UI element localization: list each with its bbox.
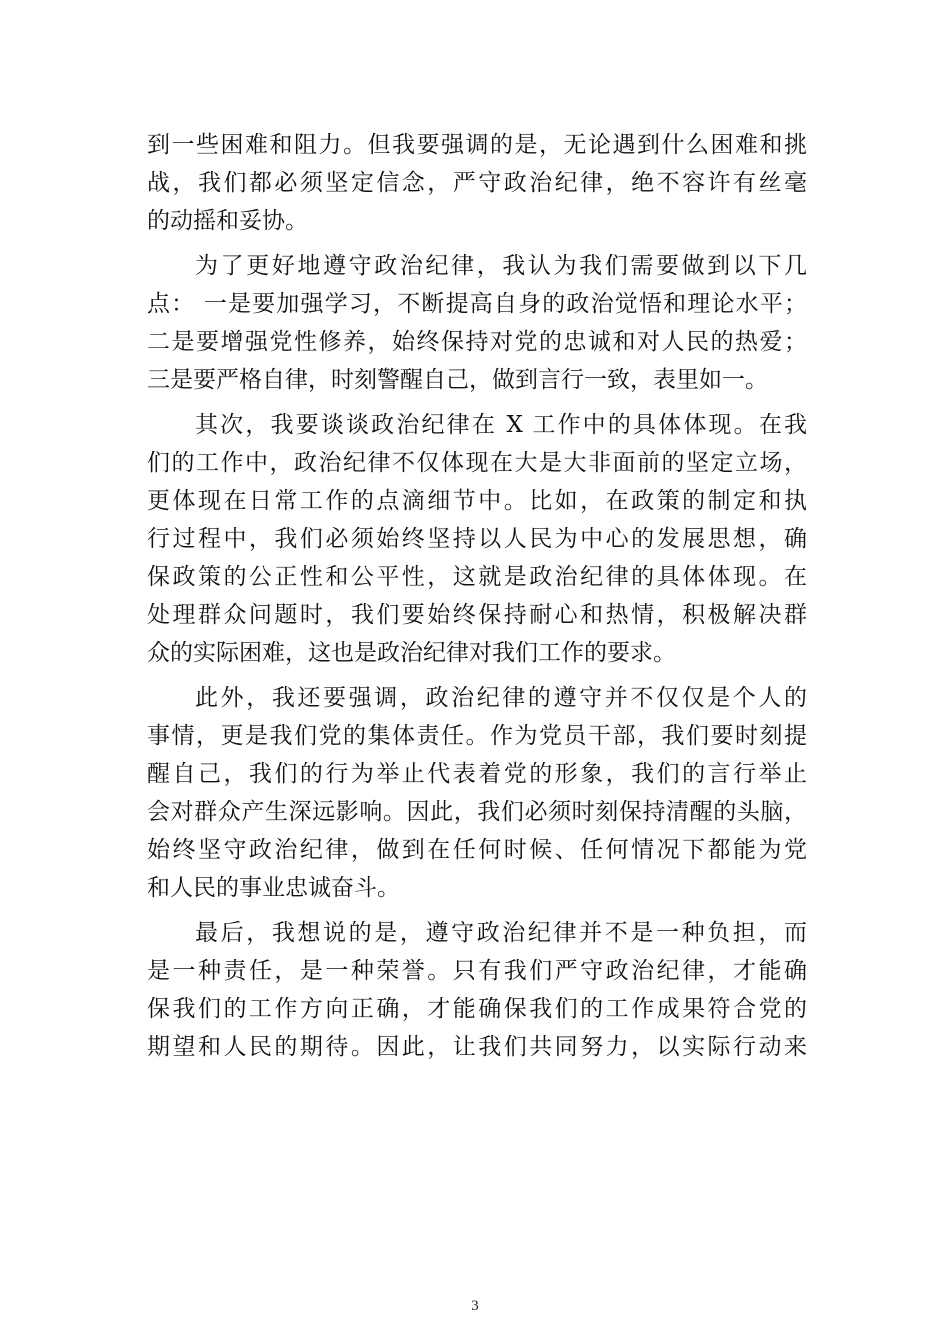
text-line: 醒自己，我们的行为举止代表着党的形象，我们的言行举止 — [147, 761, 807, 787]
text-line: 三是要严格自律，时刻警醒自己，做到言行一致，表里如一。 — [147, 367, 768, 393]
text-line: 期望和人民的期待。因此，让我们共同努力，以实际行动来 — [147, 1034, 807, 1060]
text-line: 的动摇和妥协。 — [147, 208, 308, 234]
text-line: 二是要增强党性修养，始终保持对党的忠诚和对人民的热爱； — [147, 329, 807, 355]
text-line: 到一些困难和阻力。但我要强调的是，无论遇到什么困难和挑 — [147, 132, 807, 158]
text-line: 众的实际困难，这也是政治纪律对我们工作的要求。 — [147, 640, 676, 666]
text-line: 更体现在日常工作的点滴细节中。比如，在政策的制定和执 — [147, 488, 807, 514]
text-line: 会对群众产生深远影响。因此，我们必须时刻保持清醒的头脑， — [147, 799, 807, 825]
text-line: 们的工作中，政治纪律不仅体现在大是大非面前的坚定立场， — [147, 450, 807, 476]
paragraph-5 — [147, 914, 807, 1066]
paragraph-3 — [147, 406, 807, 672]
text-line: 保我们的工作方向正确，才能确保我们的工作成果符合党的 — [147, 996, 807, 1022]
text-line: 行过程中，我们必须始终坚持以人民为中心的发展思想，确 — [147, 526, 807, 552]
text-line: 其次，我要谈谈政治纪律在 X 工作中的具体体现。在我 — [195, 412, 807, 438]
text-line: 事情，更是我们党的集体责任。作为党员干部，我们要时刻提 — [147, 723, 807, 749]
paragraph-2 — [147, 247, 807, 399]
text-line: 是一种责任，是一种荣誉。只有我们严守政治纪律，才能确 — [147, 958, 807, 984]
text-line: 点： 一是要加强学习，不断提高自身的政治觉悟和理论水平； — [147, 291, 807, 317]
text-line: 保政策的公正性和公平性，这就是政治纪律的具体体现。在 — [147, 564, 807, 590]
text-line: 处理群众问题时，我们要始终保持耐心和热情，积极解决群 — [147, 602, 807, 628]
text-line: 此外，我还要强调，政治纪律的遵守并不仅仅是个人的 — [195, 685, 807, 711]
text-line: 最后，我想说的是，遵守政治纪律并不是一种负担，而 — [195, 920, 807, 946]
text-line: 战，我们都必须坚定信念，严守政治纪律，绝不容许有丝毫 — [147, 170, 807, 196]
paragraph-4 — [147, 679, 807, 907]
text-line: 和人民的事业忠诚奋斗。 — [147, 875, 400, 901]
document-body — [147, 126, 807, 1073]
text-line: 为了更好地遵守政治纪律，我认为我们需要做到以下几 — [195, 253, 807, 279]
page-number: 3 — [471, 1298, 479, 1314]
paragraph-1 — [147, 126, 807, 240]
text-line: 始终坚守政治纪律，做到在任何时候、任何情况下都能为党 — [147, 837, 807, 863]
